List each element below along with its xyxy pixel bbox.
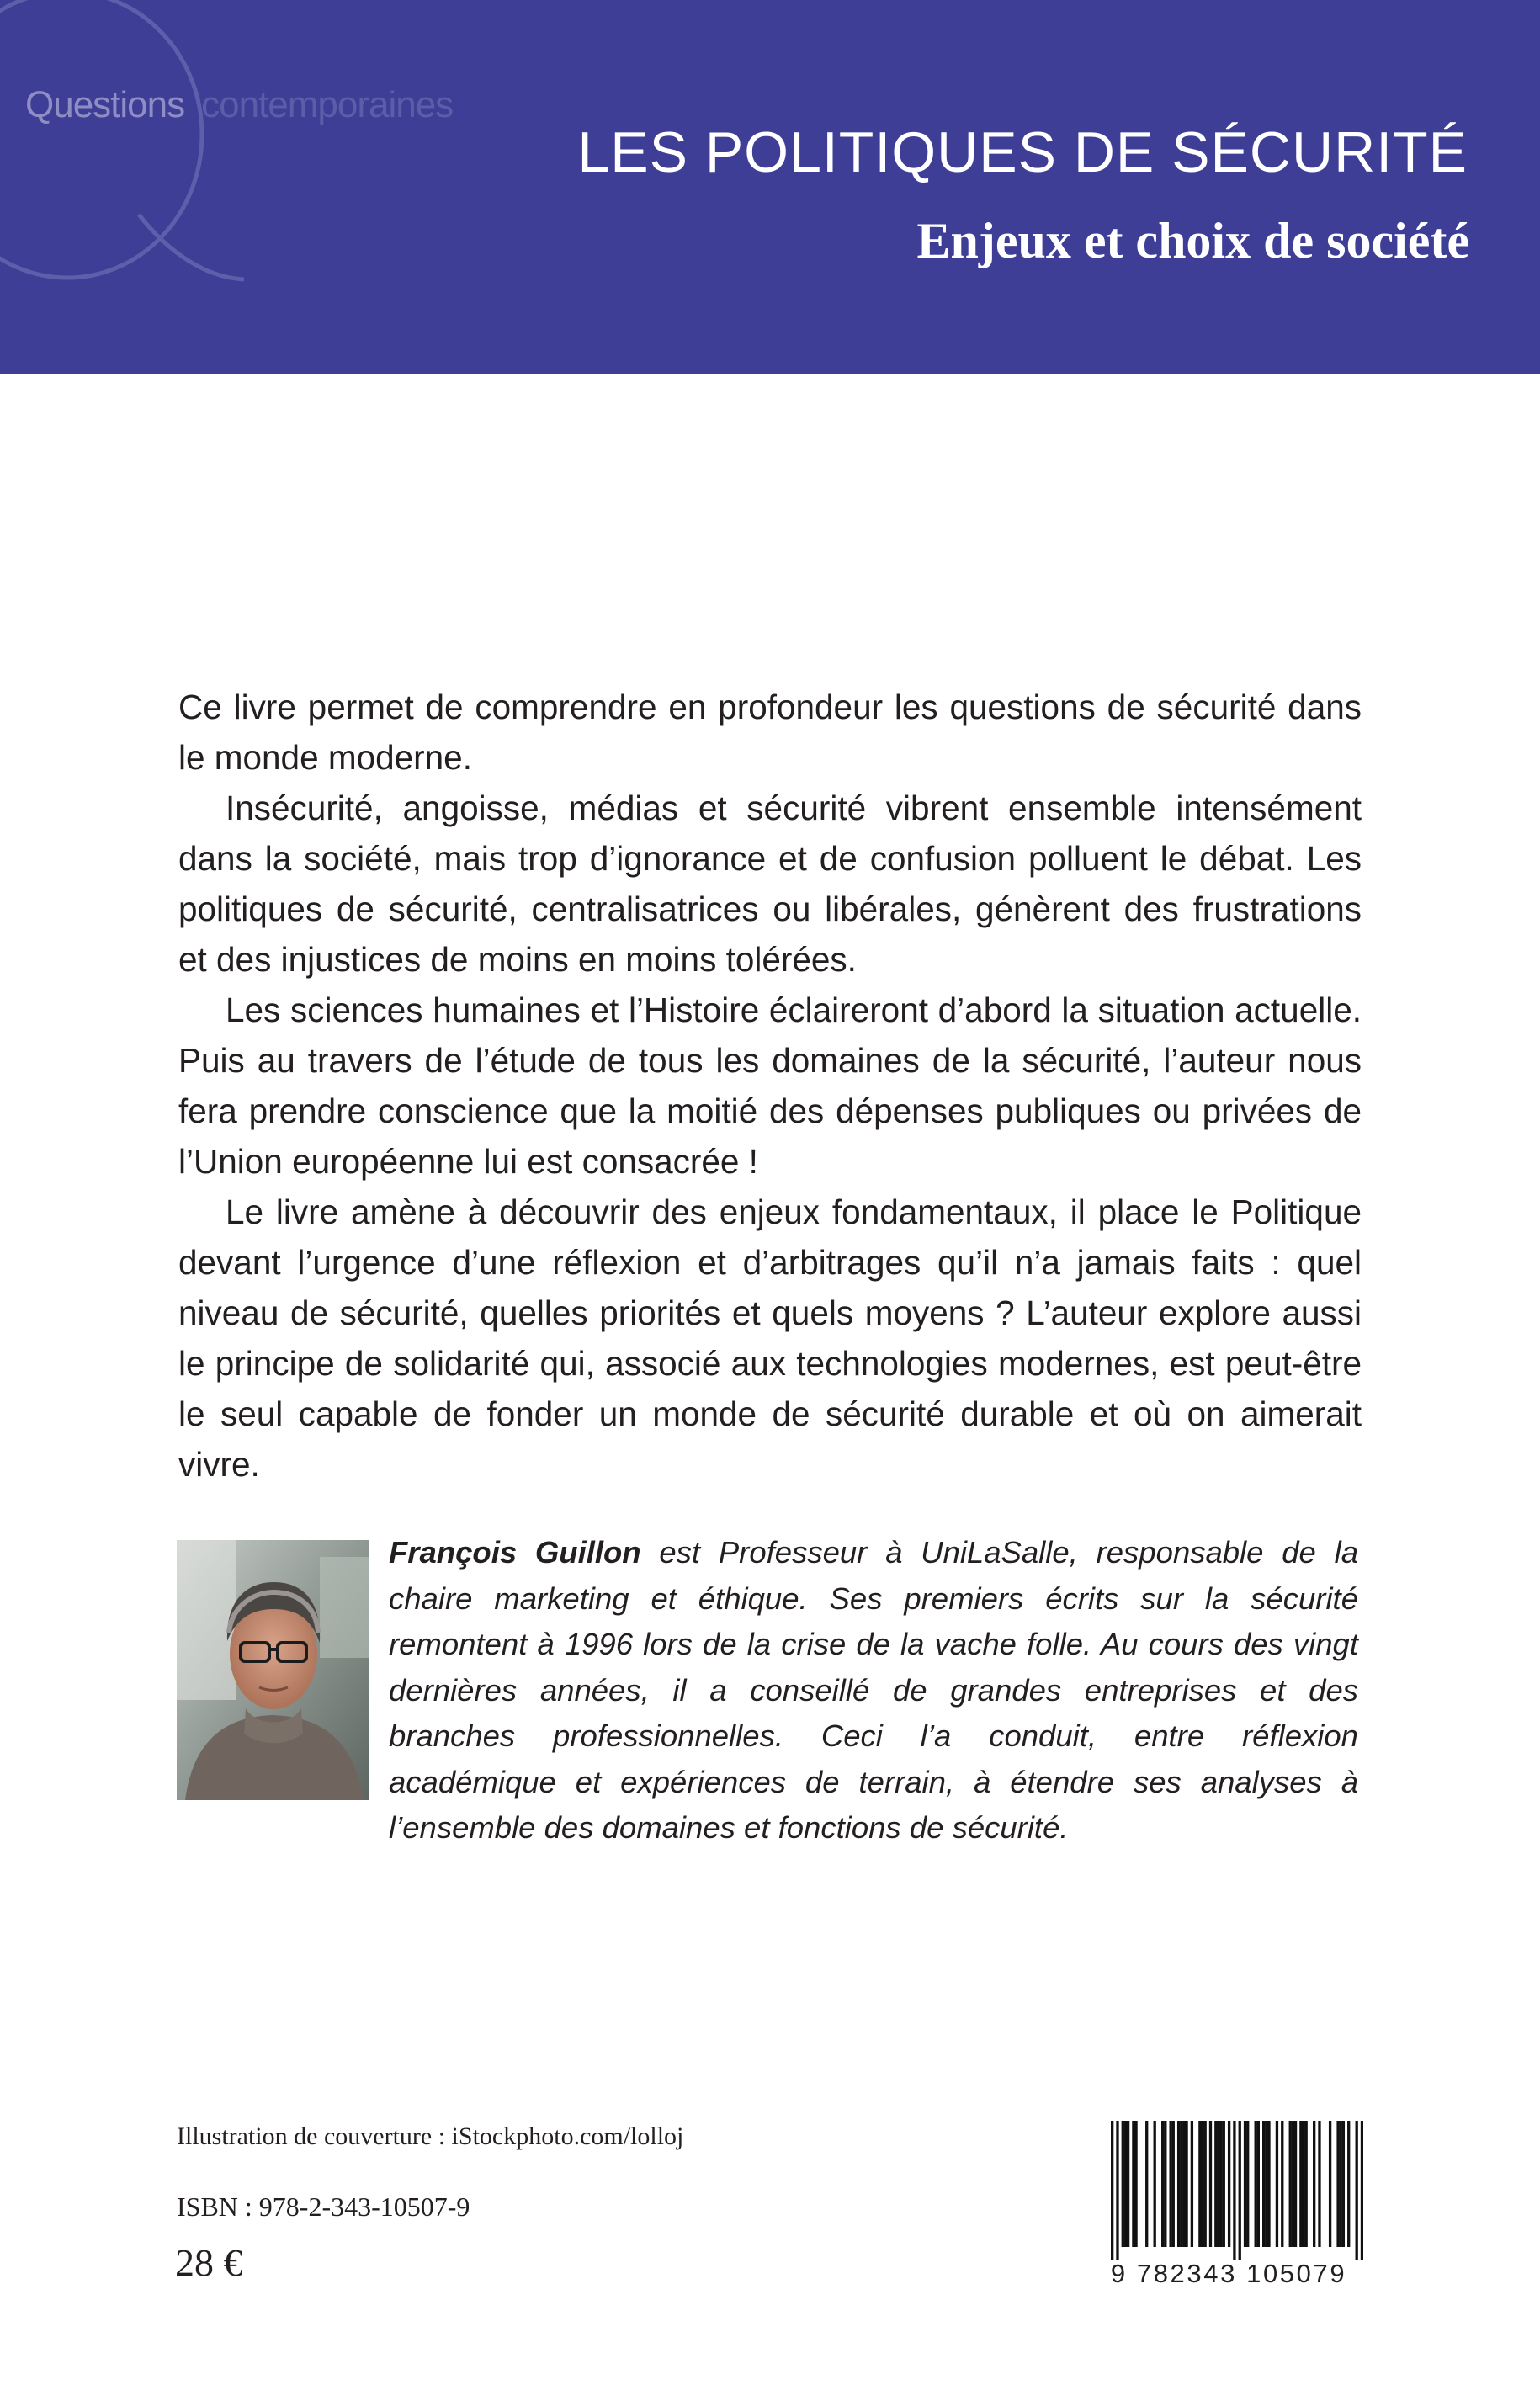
barcode-bar — [1198, 2121, 1201, 2247]
barcode-bar — [1257, 2121, 1260, 2247]
barcode-bar — [1164, 2121, 1166, 2247]
blurb-paragraph: Les sciences humaines et l’Histoire éclaireront d’abord la situation actuelle. Puis au travers de l’étude de tous les domaines de la sécurité, l’auteur nous fera prendre conscience que la moitié des dépenses publiques ou privées de l’Union européenne lui est consacrée ! — [178, 991, 1362, 1181]
barcode-bar — [1201, 2121, 1203, 2247]
barcode-bar — [1172, 2121, 1175, 2247]
series-word-contemporaines: contemporaines — [201, 84, 454, 125]
barcode-bar — [1329, 2121, 1331, 2247]
barcode-bar — [1313, 2121, 1315, 2247]
blurb-paragraph: Ce livre permet de comprendre en profondeur les questions de sécurité dans le monde moderne. — [178, 688, 1362, 777]
barcode-bar — [1217, 2121, 1219, 2247]
barcode-bar — [1154, 2121, 1156, 2247]
barcode-bar — [1111, 2121, 1113, 2260]
price: 28 € — [175, 2241, 243, 2284]
series-word-questions: Questions — [25, 84, 185, 125]
barcode-bar — [1239, 2121, 1241, 2260]
barcode-bar — [1134, 2121, 1137, 2247]
barcode-bar — [1281, 2121, 1283, 2247]
author-photo — [177, 1540, 369, 1800]
book-subtitle: Enjeux et choix de société — [916, 213, 1469, 268]
barcode-bar — [1132, 2121, 1134, 2247]
isbn: ISBN : 978-2-343-10507-9 — [177, 2191, 470, 2222]
barcode-bar — [1209, 2121, 1212, 2247]
barcode-bar — [1182, 2121, 1185, 2247]
barcode-bar — [1299, 2121, 1302, 2247]
barcode-bar — [1127, 2121, 1129, 2247]
author-bio — [389, 1530, 1358, 1851]
barcode-bar — [1342, 2121, 1345, 2247]
book-blurb — [178, 682, 1362, 1490]
barcode-bar — [1267, 2121, 1270, 2247]
barcode-bar — [1180, 2121, 1182, 2247]
barcode-bar — [1262, 2121, 1265, 2247]
barcode-digits: 9 782343 105079 — [1110, 2259, 1347, 2288]
barcode-bar — [1223, 2121, 1225, 2247]
author-name: François Guillon — [389, 1535, 641, 1570]
barcode-bar — [1302, 2121, 1304, 2247]
barcode-bar — [1305, 2121, 1308, 2247]
barcode-bar — [1356, 2121, 1358, 2260]
blurb-paragraph: Le livre amène à découvrir des enjeux fondamentaux, il place le Politique devant l’urgence d’une réflexion et d’arbitrages qu’il n’a jamais faits : quel niveau de sécurité, quelles priorités et quels moyens ? L’auteur explore aussi le principe de solidarité qui, associé aux technologies modernes, est peut-être le seul capable de fonder un monde de sécurité durable et où on aimerait vivre. — [178, 1192, 1362, 1484]
header-band — [0, 0, 1540, 374]
barcode-bar — [1214, 2121, 1217, 2247]
barcode-bar — [1244, 2121, 1246, 2247]
barcode-bar — [1161, 2121, 1164, 2247]
barcode-bar — [1336, 2121, 1339, 2247]
barcode-bar — [1347, 2121, 1350, 2247]
barcode-bar — [1185, 2121, 1187, 2247]
barcode-bar — [1124, 2121, 1127, 2247]
barcode-bar — [1228, 2121, 1230, 2247]
barcode-bars — [1094, 2121, 1363, 2260]
barcode-bar — [1204, 2121, 1207, 2247]
barcode-bar — [1191, 2121, 1193, 2247]
barcode-bar — [1265, 2121, 1267, 2247]
barcode-bar — [1233, 2121, 1235, 2260]
barcode-bar — [1177, 2121, 1180, 2247]
barcode-bar — [1122, 2121, 1124, 2247]
barcode-bar — [1294, 2121, 1297, 2247]
barcode-bar — [1116, 2121, 1118, 2260]
barcode-bar — [1169, 2121, 1171, 2247]
barcode-bar — [1318, 2121, 1320, 2247]
barcode-bar — [1145, 2121, 1148, 2247]
blurb-paragraph: Insécurité, angoisse, médias et sécurité vibrent ensemble intensément dans la société, mais trop d’ignorance et de confusion polluent le débat. Les politiques de sécurité, centralisatrices ou libérales, génèrent des frustrations et des injustices de moins en moins tolérées. — [178, 789, 1362, 979]
barcode-bar — [1219, 2121, 1222, 2247]
author-bio-text: est Professeur à UniLaSalle, responsable de la chaire marketing et éthique. Ses premiers écrits sur la sécurité remontent à 1996 lors de la crise de la vache folle. Au cours des vingt dernières années, il a conseillé de grandes entreprises et des branches professionnelles. Ceci l’a conduit, entre réflexion académique et expériences de terrain, à étendre ses analyses à l’ensemble des domaines et fonctions de sécurité. — [389, 1535, 1358, 1845]
barcode-bar — [1292, 2121, 1294, 2247]
barcode-bar — [1246, 2121, 1249, 2247]
barcode — [1094, 2121, 1363, 2289]
barcode-bar — [1340, 2121, 1342, 2247]
book-title: LES POLITIQUES DE SÉCURITÉ — [577, 120, 1468, 184]
barcode-bar — [1276, 2121, 1278, 2247]
barcode-bar — [1255, 2121, 1257, 2247]
cover-illustration-credit: Illustration de couverture : iStockphoto.com/lolloj — [177, 2122, 684, 2150]
series-name — [25, 84, 453, 126]
q-letter-logo — [0, 0, 252, 286]
barcode-bar — [1361, 2121, 1363, 2260]
barcode-bar — [1289, 2121, 1292, 2247]
